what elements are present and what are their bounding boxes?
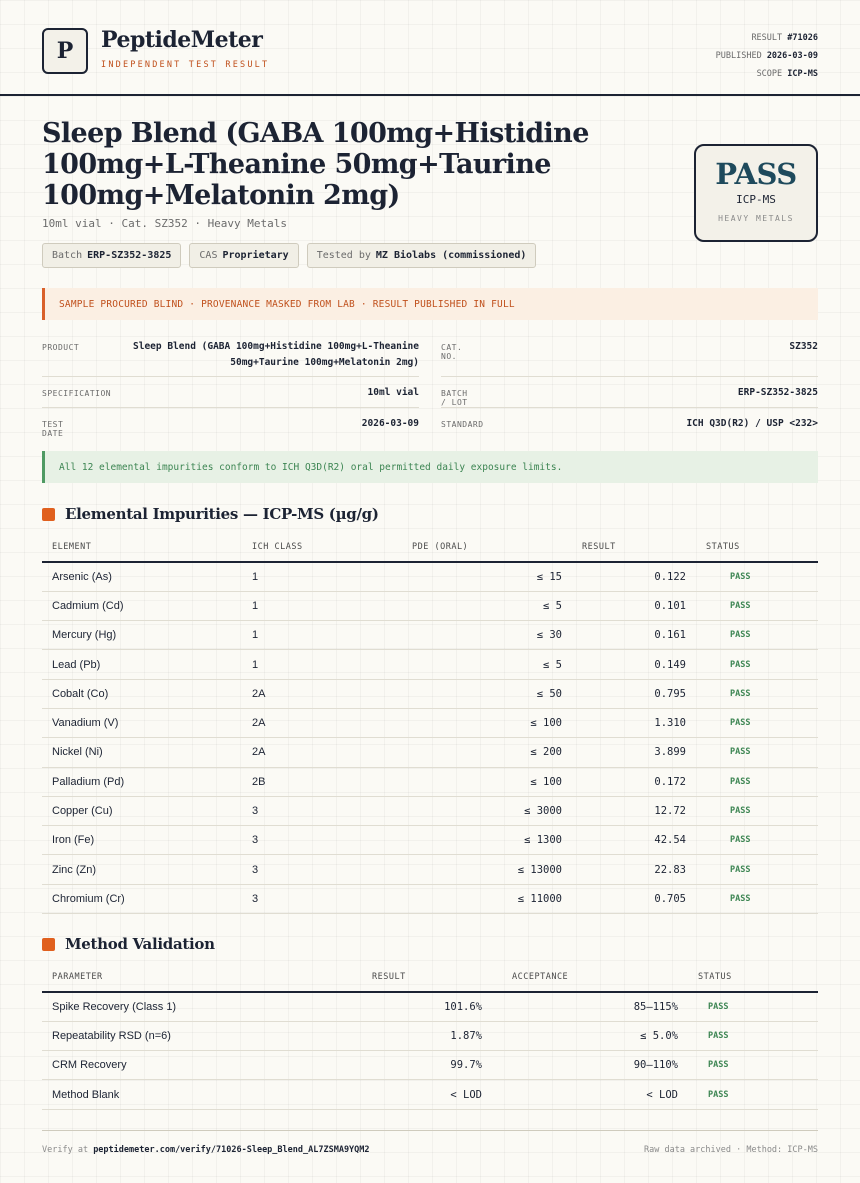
batch-lot-label: BATCH / LOT xyxy=(441,389,468,407)
status-badge: PASS xyxy=(696,650,818,679)
status-badge: PASS xyxy=(696,679,818,708)
footer-archive-note: Raw data archived · Method: ICP-MS xyxy=(644,1145,818,1155)
batch-tag: Batch ERP-SZ352-3825 xyxy=(42,243,181,268)
table-row xyxy=(42,562,818,591)
ich-class-cell: 3 xyxy=(242,826,402,855)
cas-tag: CAS Proprietary xyxy=(189,243,298,268)
val-result-cell: < LOD xyxy=(362,1080,492,1109)
status-badge: PASS xyxy=(696,826,818,855)
table-row xyxy=(42,826,818,855)
status-badge: PASS xyxy=(688,992,818,1021)
table-row xyxy=(42,855,818,884)
table-row xyxy=(42,591,818,620)
pde-cell: ≤ 15 xyxy=(402,562,572,591)
ich-class-cell: 3 xyxy=(242,796,402,825)
status-badge: PASS xyxy=(688,1021,818,1050)
element-cell: Zinc (Zn) xyxy=(42,855,242,884)
pde-cell: ≤ 11000 xyxy=(402,884,572,913)
status-badge: PASS xyxy=(696,621,818,650)
section-marker-icon xyxy=(42,508,55,521)
parameter-cell: Spike Recovery (Class 1) xyxy=(42,992,362,1021)
table-row xyxy=(42,1051,818,1080)
pde-cell: ≤ 1300 xyxy=(402,826,572,855)
test-date-label: TEST DATE xyxy=(42,420,64,438)
element-cell: Nickel (Ni) xyxy=(42,738,242,767)
ich-class-cell: 2A xyxy=(242,708,402,737)
val-result-cell: 99.7% xyxy=(362,1051,492,1080)
element-cell: Copper (Cu) xyxy=(42,796,242,825)
status-badge: PASS xyxy=(696,562,818,591)
test-date-value: 2026-03-09 xyxy=(361,418,419,429)
product-value-line-2: 50mg+Taurine 100mg+Melatonin 2mg) xyxy=(230,357,419,368)
pass-badge xyxy=(694,144,818,242)
parameter-cell: Method Blank xyxy=(42,1080,362,1109)
brand-subtitle: INDEPENDENT TEST RESULT xyxy=(101,60,270,70)
validation-heading-text: Method Validation xyxy=(65,935,215,953)
footer-divider xyxy=(42,1130,818,1131)
ich-class-cell: 2B xyxy=(242,767,402,796)
pde-cell: ≤ 13000 xyxy=(402,855,572,884)
result-cell: 0.172 xyxy=(572,767,696,796)
ich-class-cell: 1 xyxy=(242,591,402,620)
impurities-table xyxy=(42,532,818,914)
meta-published: PUBLISHED 2026-03-09 xyxy=(715,51,818,61)
result-cell: 42.54 xyxy=(572,826,696,855)
element-cell: Cobalt (Co) xyxy=(42,679,242,708)
meta-scope: SCOPE ICP-MS xyxy=(756,69,818,79)
validation-header-row xyxy=(42,962,818,992)
report-meta xyxy=(716,29,818,83)
cat-no-value: SZ352 xyxy=(789,341,818,352)
pde-cell: ≤ 200 xyxy=(402,738,572,767)
result-cell: 22.83 xyxy=(572,855,696,884)
standard-label: STANDARD xyxy=(441,420,484,429)
report-header xyxy=(0,0,860,96)
blind-notice: SAMPLE PROCURED BLIND · PROVENANCE MASKED FROM LAB · RESULT PUBLISHED IN FULL xyxy=(42,288,818,320)
ich-class-cell: 3 xyxy=(242,884,402,913)
element-cell: Lead (Pb) xyxy=(42,650,242,679)
tested-by-tag: Tested by MZ Biolabs (commissioned) xyxy=(307,243,537,268)
element-cell: Palladium (Pd) xyxy=(42,767,242,796)
col-element: ELEMENT xyxy=(42,532,242,562)
badge-method: ICP-MS xyxy=(736,193,776,206)
status-badge: PASS xyxy=(696,591,818,620)
result-cell: 0.122 xyxy=(572,562,696,591)
verify-link[interactable]: peptidemeter.com/verify/71026-Sleep_Blend_AL7ZSMA9YQM2 xyxy=(93,1145,370,1155)
pde-cell: ≤ 5 xyxy=(402,591,572,620)
result-cell: 0.705 xyxy=(572,884,696,913)
result-cell: 0.795 xyxy=(572,679,696,708)
product-value-line-1: Sleep Blend (GABA 100mg+Histidine 100mg+L-Theanine xyxy=(133,341,419,352)
element-cell: Arsenic (As) xyxy=(42,562,242,591)
badge-result: PASS xyxy=(715,157,797,191)
brand-name: PeptideMeter xyxy=(101,27,263,53)
val-result-cell: 1.87% xyxy=(362,1021,492,1050)
impurities-heading xyxy=(42,505,379,523)
result-cell: 0.161 xyxy=(572,621,696,650)
ich-class-cell: 1 xyxy=(242,621,402,650)
status-badge: PASS xyxy=(696,855,818,884)
val-result-cell: 101.6% xyxy=(362,992,492,1021)
batch-lot-value: ERP-SZ352-3825 xyxy=(737,387,818,398)
pde-cell: ≤ 3000 xyxy=(402,796,572,825)
element-cell: Chromium (Cr) xyxy=(42,884,242,913)
result-cell: 1.310 xyxy=(572,708,696,737)
col-parameter: PARAMETER xyxy=(42,962,362,992)
ich-class-cell: 3 xyxy=(242,855,402,884)
cat-no-label: CAT. NO. xyxy=(441,343,463,361)
element-cell: Vanadium (V) xyxy=(42,708,242,737)
col-ich-class: ICH CLASS xyxy=(242,532,402,562)
col-result: RESULT xyxy=(572,532,696,562)
result-cell: 3.899 xyxy=(572,738,696,767)
verify-text: Verify at peptidemeter.com/verify/71026-Sleep_Blend_AL7ZSMA9YQM2 xyxy=(42,1145,370,1155)
ich-class-cell: 2A xyxy=(242,738,402,767)
pde-cell: ≤ 100 xyxy=(402,708,572,737)
product-label: PRODUCT xyxy=(42,343,80,352)
element-cell: Mercury (Hg) xyxy=(42,621,242,650)
table-row xyxy=(42,992,818,1021)
ich-class-cell: 1 xyxy=(242,562,402,591)
status-badge: PASS xyxy=(696,738,818,767)
ich-class-cell: 2A xyxy=(242,679,402,708)
pde-cell: ≤ 30 xyxy=(402,621,572,650)
col-val-result: RESULT xyxy=(362,962,492,992)
element-cell: Cadmium (Cd) xyxy=(42,591,242,620)
pde-cell: ≤ 5 xyxy=(402,650,572,679)
acceptance-cell: 90–110% xyxy=(492,1051,688,1080)
result-cell: 12.72 xyxy=(572,796,696,825)
product-title: Sleep Blend (GABA 100mg+Histidine 100mg+L-Theanine 50mg+Taurine 100mg+Melatonin 2mg) xyxy=(42,118,589,211)
standard-value: ICH Q3D(R2) / USP <232> xyxy=(686,418,818,429)
parameter-cell: Repeatability RSD (n=6) xyxy=(42,1021,362,1050)
impurities-heading-text: Elemental Impurities — ICP-MS (µg/g) xyxy=(65,505,379,523)
table-row xyxy=(42,1021,818,1050)
pde-cell: ≤ 50 xyxy=(402,679,572,708)
acceptance-cell: < LOD xyxy=(492,1080,688,1109)
table-row xyxy=(42,708,818,737)
table-row xyxy=(42,650,818,679)
table-row xyxy=(42,738,818,767)
result-cell: 0.101 xyxy=(572,591,696,620)
logo-icon: P xyxy=(42,28,88,74)
badge-scope: HEAVY METALS xyxy=(718,214,794,223)
section-marker-icon xyxy=(42,938,55,951)
product-subtitle: 10ml vial · Cat. SZ352 · Heavy Metals xyxy=(42,217,288,230)
result-cell: 0.149 xyxy=(572,650,696,679)
product-value xyxy=(110,339,419,371)
table-row xyxy=(42,1080,818,1109)
col-status: STATUS xyxy=(696,532,818,562)
specification-value: 10ml vial xyxy=(367,387,419,398)
status-badge: PASS xyxy=(688,1051,818,1080)
table-row xyxy=(42,884,818,913)
product-tags xyxy=(42,243,536,268)
impurities-header-row xyxy=(42,532,818,562)
status-badge: PASS xyxy=(696,796,818,825)
specification-label: SPECIFICATION xyxy=(42,389,112,398)
status-badge: PASS xyxy=(696,884,818,913)
status-badge: PASS xyxy=(688,1080,818,1109)
table-row xyxy=(42,679,818,708)
status-badge: PASS xyxy=(696,708,818,737)
conformance-notice: All 12 elemental impurities conform to ICH Q3D(R2) oral permitted daily exposure limits. xyxy=(42,451,818,483)
element-cell: Iron (Fe) xyxy=(42,826,242,855)
meta-result: RESULT #71026 xyxy=(751,33,818,43)
col-val-status: STATUS xyxy=(688,962,818,992)
acceptance-cell: ≤ 5.0% xyxy=(492,1021,688,1050)
table-row xyxy=(42,767,818,796)
ich-class-cell: 1 xyxy=(242,650,402,679)
acceptance-cell: 85–115% xyxy=(492,992,688,1021)
parameter-cell: CRM Recovery xyxy=(42,1051,362,1080)
col-pde: PDE (ORAL) xyxy=(402,532,572,562)
validation-heading xyxy=(42,935,215,953)
pde-cell: ≤ 100 xyxy=(402,767,572,796)
col-acceptance: ACCEPTANCE xyxy=(492,962,688,992)
table-row xyxy=(42,621,818,650)
status-badge: PASS xyxy=(696,767,818,796)
validation-table xyxy=(42,962,818,1110)
table-row xyxy=(42,796,818,825)
